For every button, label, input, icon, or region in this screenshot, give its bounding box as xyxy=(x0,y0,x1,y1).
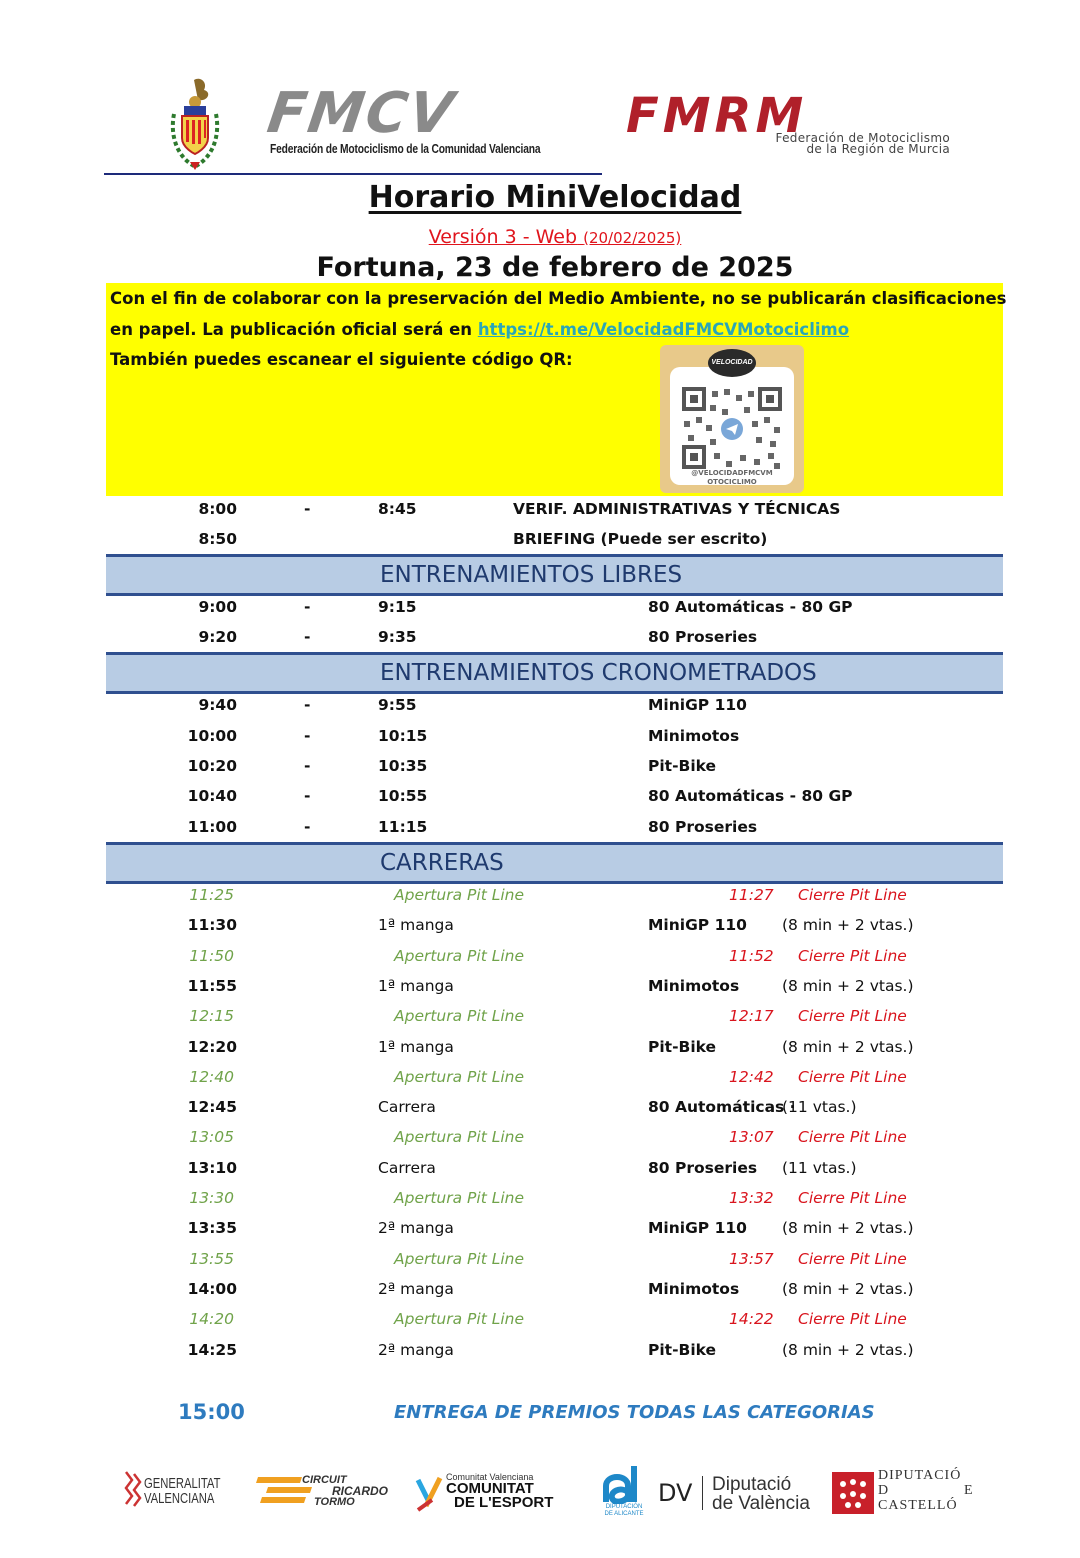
comunitat-esport-logo xyxy=(414,1470,574,1514)
pit-open-time: 11:25 xyxy=(189,886,234,904)
section-entrenamientos-cronometrados xyxy=(106,652,1003,694)
section-title: CARRERAS xyxy=(380,850,504,876)
pit-close-time: 12:17 xyxy=(729,1007,774,1026)
race-time: 14:00 xyxy=(187,1279,237,1298)
pit-line-row xyxy=(0,1250,1080,1278)
qr-caption-line2: OTOCICLIMO xyxy=(707,478,757,486)
pit-open-time: 11:50 xyxy=(189,946,234,965)
end-time: 9:35 xyxy=(378,628,417,646)
race-category: Minimotos xyxy=(648,976,740,995)
start-time: 9:40 xyxy=(198,696,237,714)
race-category: Pit-Bike xyxy=(648,1037,717,1056)
pit-close-label: Cierre Pit Line xyxy=(798,1189,907,1207)
pit-close-time: 12:42 xyxy=(729,1067,774,1086)
valencia-text-1: Diputació xyxy=(712,1474,792,1495)
race-row xyxy=(0,977,1080,1005)
fmcv-subtitle: Federación de Motociclismo de la Comunidad Valenciana xyxy=(270,142,541,156)
fmrm-logo: FMRM xyxy=(626,88,808,144)
notice-line-2 xyxy=(110,320,849,339)
fmcv-logo: FMCV xyxy=(263,81,460,146)
alicante-text-1: DIPUTACIÓN xyxy=(605,1504,643,1510)
castello-text-1: DIPUTACIÓ xyxy=(878,1468,962,1483)
race-time: 12:45 xyxy=(187,1098,237,1117)
category: Pit-Bike xyxy=(648,757,717,775)
race-detail: (8 min + 2 vtas.) xyxy=(782,976,914,995)
gva-text-2: VALENCIANA xyxy=(144,1490,215,1507)
time-dash: - xyxy=(304,598,311,616)
pit-open-time: 12:40 xyxy=(189,1067,234,1086)
pit-open-label: Apertura Pit Line xyxy=(394,886,525,904)
schedule-row xyxy=(0,787,1080,815)
end-time: 8:45 xyxy=(378,500,417,518)
race-time: 11:30 xyxy=(187,916,237,935)
dv-divider xyxy=(702,1476,703,1510)
pit-close-time: 11:52 xyxy=(729,946,774,965)
category: MiniGP 110 xyxy=(648,696,747,714)
pit-line-row xyxy=(0,1128,1080,1156)
time-dash: - xyxy=(304,818,311,836)
version-label xyxy=(0,226,1080,248)
pit-line-row xyxy=(0,1007,1080,1035)
race-time: 11:55 xyxy=(187,976,237,995)
race-session: 2ª manga xyxy=(378,1219,454,1238)
race-detail: (8 min + 2 vtas.) xyxy=(782,1340,914,1359)
race-session: 1ª manga xyxy=(378,1037,454,1056)
pit-close-label: Cierre Pit Line xyxy=(798,1067,907,1086)
fmrm-subtitle-line1: Federación de Motociclismo xyxy=(775,131,950,145)
end-time: 9:15 xyxy=(378,598,417,616)
race-time: 12:20 xyxy=(187,1037,237,1056)
race-category: 80 Proseries xyxy=(648,1158,758,1177)
pit-close-label: Cierre Pit Line xyxy=(798,886,907,904)
end-time: 11:15 xyxy=(378,818,428,836)
pit-line-row xyxy=(0,886,1080,914)
start-time: 9:00 xyxy=(198,598,237,616)
section-carreras xyxy=(106,842,1003,884)
qr-caption xyxy=(660,469,804,487)
pit-close-label: Cierre Pit Line xyxy=(798,946,907,965)
pit-open-label: Apertura Pit Line xyxy=(394,1249,525,1268)
race-session: Carrera xyxy=(378,1098,436,1117)
section-entrenamientos-libres xyxy=(106,554,1003,596)
qr-panel xyxy=(670,367,794,485)
castello-text-4: CASTELLÓ xyxy=(878,1498,958,1513)
diputacio-castello-logo xyxy=(832,1468,982,1516)
header-divider xyxy=(104,173,602,175)
activity: VERIF. ADMINISTRATIVAS Y TÉCNICAS xyxy=(513,500,841,518)
race-category: 80 Automáticas · xyxy=(648,1098,796,1117)
race-row xyxy=(0,1159,1080,1187)
pit-line-row xyxy=(0,1189,1080,1217)
pit-open-time: 13:30 xyxy=(189,1189,234,1207)
pit-open-time: 13:55 xyxy=(189,1249,234,1268)
schedule-row xyxy=(0,757,1080,785)
time-dash: - xyxy=(304,787,311,805)
race-row xyxy=(0,1280,1080,1308)
start-time: 8:00 xyxy=(198,500,237,518)
pit-open-label: Apertura Pit Line xyxy=(394,1067,525,1086)
esport-text-1: Comunitat Valenciana xyxy=(446,1472,534,1482)
event-heading: Fortuna, 23 de febrero de 2025 xyxy=(316,252,794,283)
race-session: Carrera xyxy=(378,1158,436,1177)
pit-open-time: 12:15 xyxy=(189,1007,234,1026)
race-category: MiniGP 110 xyxy=(648,916,747,935)
race-session: 1ª manga xyxy=(378,916,454,935)
version-date: (20/02/2025) xyxy=(583,229,682,247)
pit-open-label: Apertura Pit Line xyxy=(394,1128,525,1147)
alicante-text-2: DE ALICANTE xyxy=(604,1511,644,1517)
race-row xyxy=(0,1219,1080,1247)
notice-line-2-text: en papel. La publicación oficial será en xyxy=(110,320,473,339)
notice-line-3: También puedes escanear el siguiente código QR: xyxy=(110,350,573,369)
pit-close-label: Cierre Pit Line xyxy=(798,1007,907,1026)
category: 80 Automáticas - 80 GP xyxy=(648,787,853,805)
pit-close-label: Cierre Pit Line xyxy=(798,1310,907,1329)
dv-mark: DV xyxy=(658,1479,693,1507)
pit-open-label: Apertura Pit Line xyxy=(394,946,525,965)
race-detail: (11 vtas.) xyxy=(782,1098,857,1117)
race-category: Pit-Bike xyxy=(648,1340,717,1359)
environment-notice xyxy=(106,283,1007,496)
pit-open-label: Apertura Pit Line xyxy=(394,1310,525,1329)
race-time: 14:25 xyxy=(187,1340,237,1359)
esport-text-2: COMUNITAT xyxy=(446,1480,534,1497)
race-row xyxy=(0,1341,1080,1369)
category: Minimotos xyxy=(648,727,740,745)
start-time: 10:20 xyxy=(187,757,237,775)
esport-text-3: DE L'ESPORT xyxy=(454,1494,554,1511)
end-time: 10:15 xyxy=(378,727,428,745)
start-time: 8:50 xyxy=(198,530,237,548)
qr-badge: VELOCIDAD xyxy=(708,349,756,377)
fmrm-subtitle-line2: de la Región de Murcia xyxy=(806,142,950,156)
start-time: 10:40 xyxy=(187,787,237,805)
pit-close-label: Cierre Pit Line xyxy=(798,1249,907,1268)
pit-open-time: 14:20 xyxy=(189,1310,234,1329)
castello-text-2: D xyxy=(878,1483,889,1498)
start-time: 10:00 xyxy=(187,727,237,745)
race-detail: (8 min + 2 vtas.) xyxy=(782,1279,914,1298)
pit-close-time: 13:32 xyxy=(729,1189,774,1207)
race-detail: (8 min + 2 vtas.) xyxy=(782,1219,914,1238)
circuit-ricardo-tormo-logo xyxy=(252,1473,397,1509)
activity: BRIEFING (Puede ser escrito) xyxy=(513,530,768,548)
diputacion-alicante-logo xyxy=(596,1464,652,1520)
pit-line-row xyxy=(0,1068,1080,1096)
qr-code[interactable] xyxy=(660,345,804,493)
pit-line-row xyxy=(0,1310,1080,1338)
valencia-text-2: de València xyxy=(712,1493,810,1514)
section-title: ENTRENAMIENTOS LIBRES xyxy=(380,562,683,588)
pit-open-label: Apertura Pit Line xyxy=(394,1189,525,1207)
race-session: 2ª manga xyxy=(378,1340,454,1359)
race-time: 13:35 xyxy=(187,1219,237,1238)
diputacio-valencia-logo xyxy=(656,1472,828,1514)
circuit-text-3: TORMO xyxy=(314,1496,355,1508)
end-time: 9:55 xyxy=(378,696,417,714)
category: 80 Automáticas - 80 GP xyxy=(648,598,853,616)
race-row xyxy=(0,1038,1080,1066)
start-time: 9:20 xyxy=(198,628,237,646)
pit-close-time: 14:22 xyxy=(729,1310,774,1329)
circuit-text-1: CIRCUIT xyxy=(302,1474,347,1486)
generalitat-valenciana-logo xyxy=(122,1470,232,1510)
end-time: 10:35 xyxy=(378,757,428,775)
circuit-text-2: RICARDO xyxy=(332,1484,388,1498)
schedule-row xyxy=(0,598,1080,626)
fmcv-crest-logo xyxy=(168,76,222,172)
pit-close-time: 11:27 xyxy=(729,886,774,904)
qr-caption-line1: @VELOCIDADFMCVM xyxy=(691,469,773,477)
race-category: MiniGP 110 xyxy=(648,1219,747,1238)
time-dash: - xyxy=(304,628,311,646)
page-title: Horario MiniVelocidad xyxy=(368,180,742,215)
race-detail: (8 min + 2 vtas.) xyxy=(782,1037,914,1056)
pit-close-label: Cierre Pit Line xyxy=(798,1128,907,1147)
castello-text-3: E xyxy=(964,1483,973,1498)
time-dash: - xyxy=(304,696,311,714)
race-detail: (11 vtas.) xyxy=(782,1158,857,1177)
awards-time: 15:00 xyxy=(178,1400,245,1424)
race-category: Minimotos xyxy=(648,1279,740,1298)
category: 80 Proseries xyxy=(648,628,758,646)
pit-close-time: 13:07 xyxy=(729,1128,774,1147)
time-dash: - xyxy=(304,500,311,518)
start-time: 11:00 xyxy=(187,818,237,836)
gva-text-1: GENERALITAT xyxy=(144,1475,221,1492)
race-row xyxy=(0,916,1080,944)
version-text: Versión 3 - Web xyxy=(428,226,578,248)
schedule-row xyxy=(0,727,1080,755)
fmrm-subtitle xyxy=(704,133,950,155)
race-session: 1ª manga xyxy=(378,976,454,995)
race-detail: (8 min + 2 vtas.) xyxy=(782,916,914,935)
awards-text: ENTREGA DE PREMIOS TODAS LAS CATEGORIAS xyxy=(394,1402,875,1423)
race-session: 2ª manga xyxy=(378,1279,454,1298)
end-time: 10:55 xyxy=(378,787,428,805)
pit-open-label: Apertura Pit Line xyxy=(394,1007,525,1026)
pit-line-row xyxy=(0,947,1080,975)
schedule-row xyxy=(0,696,1080,724)
pit-close-time: 13:57 xyxy=(729,1249,774,1268)
section-title: ENTRENAMIENTOS CRONOMETRADOS xyxy=(380,660,817,686)
category: 80 Proseries xyxy=(648,818,758,836)
race-row xyxy=(0,1098,1080,1126)
schedule-row xyxy=(0,500,1080,528)
telegram-link[interactable]: https://t.me/VelocidadFMCVMotociclimo xyxy=(477,320,850,339)
time-dash: - xyxy=(304,727,311,745)
time-dash: - xyxy=(304,757,311,775)
notice-line-1: Con el fin de colaborar con la preservación del Medio Ambiente, no se publicarán clasificaciones xyxy=(110,289,1007,308)
race-time: 13:10 xyxy=(187,1158,237,1177)
pit-open-time: 13:05 xyxy=(189,1128,234,1147)
